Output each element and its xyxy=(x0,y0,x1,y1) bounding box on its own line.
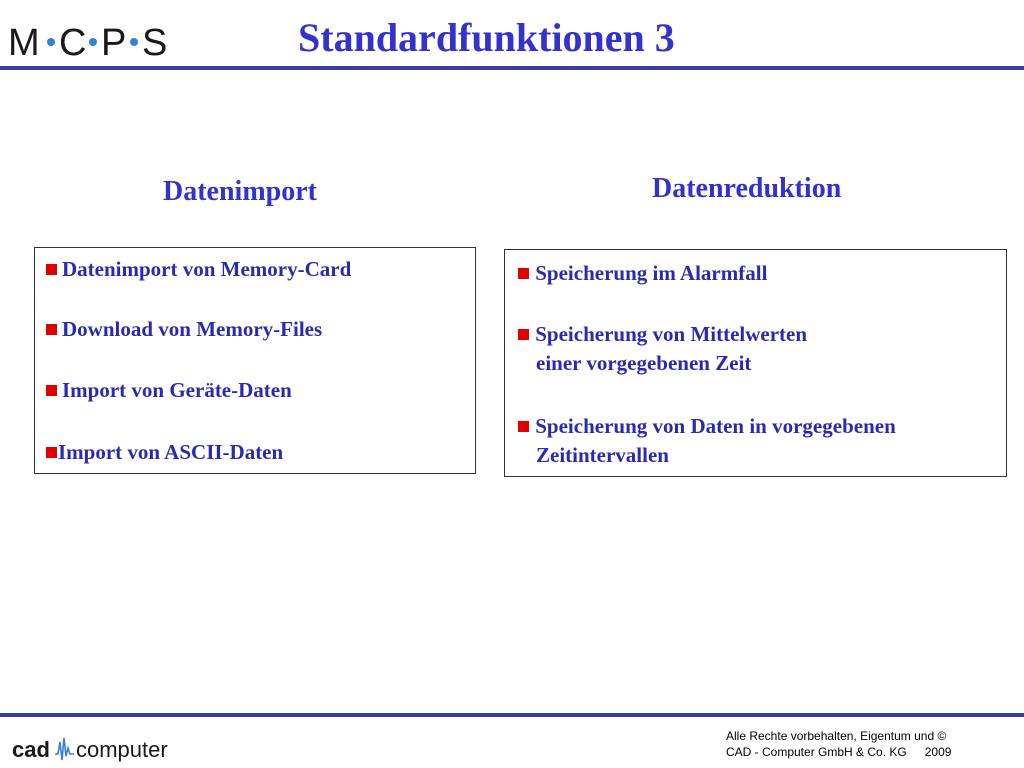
list-item xyxy=(518,259,767,288)
list-item-label: Download von Memory-Files xyxy=(62,317,323,341)
company-name: CAD - Computer GmbH & Co. KG xyxy=(726,745,907,760)
list-item xyxy=(46,255,351,284)
list-item-label: Speicherung von Daten in vorgegebenen xyxy=(535,414,896,438)
logo-letter-s: S xyxy=(142,22,168,62)
bullet-square-icon xyxy=(518,268,529,279)
bullet-square-icon xyxy=(46,385,57,396)
mcps-logo xyxy=(8,22,198,62)
datenimport-box xyxy=(34,247,476,474)
logo-dot xyxy=(89,38,97,46)
bullet-square-icon xyxy=(46,447,57,458)
copyright-notice xyxy=(726,728,951,760)
list-item xyxy=(46,376,292,405)
datenreduktion-box xyxy=(504,249,1007,477)
bullet-square-icon xyxy=(46,324,57,335)
bullet-square-icon xyxy=(46,264,57,275)
list-item-label: Speicherung von Mittelwerten xyxy=(535,322,808,346)
heading-datenreduktion: Datenreduktion xyxy=(652,173,842,204)
logo-dot xyxy=(47,38,55,46)
copyright-year: 2009 xyxy=(924,745,952,760)
list-item-label: Speicherung im Alarmfall xyxy=(535,261,768,285)
copyright-line-1: Alle Rechte vorbehalten, Eigentum und © xyxy=(726,729,947,743)
slide-title: Standardfunktionen 3 xyxy=(298,15,675,60)
list-item xyxy=(518,320,807,379)
list-item xyxy=(518,412,896,471)
logo-letter-c: C xyxy=(59,22,87,62)
top-divider xyxy=(0,66,1024,70)
logo-letter-m: M xyxy=(8,22,40,62)
bullet-square-icon xyxy=(518,421,529,432)
bullet-square-icon xyxy=(518,329,529,340)
list-item xyxy=(46,438,283,467)
logo-word-cad: cad xyxy=(12,737,50,762)
list-item-continuation: einer vorgegebenen Zeit xyxy=(536,351,752,376)
heading-datenimport: Datenimport xyxy=(163,176,317,207)
bottom-divider xyxy=(0,713,1024,717)
logo-letter-p: P xyxy=(101,22,127,62)
copyright-line-2 xyxy=(726,744,951,760)
cad-computer-logo xyxy=(12,734,184,764)
logo-dot xyxy=(130,38,138,46)
list-item-continuation: Zeitintervallen xyxy=(536,443,669,468)
list-item xyxy=(46,315,322,344)
list-item-label: Datenimport von Memory-Card xyxy=(62,257,352,281)
logo-word-computer: computer xyxy=(76,737,168,762)
pulse-wave-icon xyxy=(55,738,74,760)
list-item-label: Import von Geräte-Daten xyxy=(62,378,292,402)
list-item-label: Import von ASCII-Daten xyxy=(58,440,284,464)
